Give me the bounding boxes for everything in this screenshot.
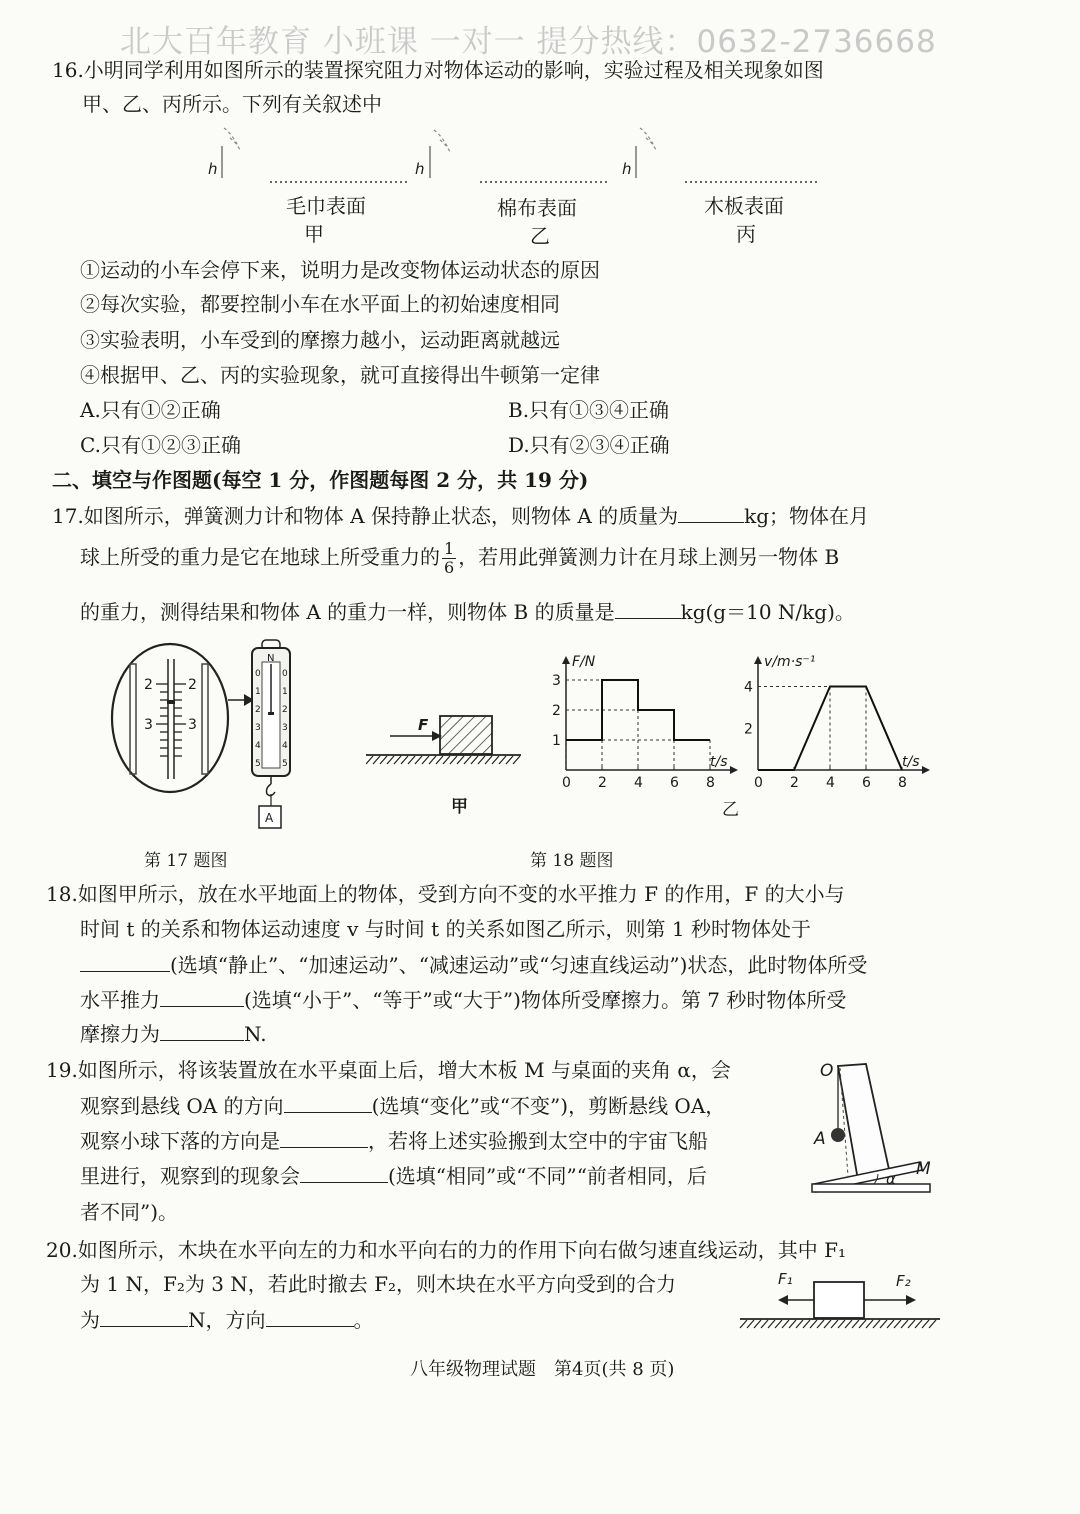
ball [831, 1128, 845, 1142]
chart-f-t [548, 652, 748, 792]
q16-figure [190, 118, 830, 248]
q17-figure [104, 634, 304, 838]
surface-cotton-label: 棉布表面 [497, 196, 577, 220]
answer-blank[interactable] [615, 600, 681, 619]
zoom-tick-label: 3 [144, 717, 153, 733]
q18-line3 [80, 951, 867, 979]
surface-towel-label: 毛巾表面 [286, 194, 366, 218]
ramp-jia [208, 128, 410, 182]
svg-text:4: 4 [255, 741, 261, 751]
q17-text: 球上所受的重力是它在地球上所受重力的 [80, 545, 440, 569]
q19-figure [808, 1058, 948, 1198]
point-o-label: O [820, 1061, 834, 1081]
q16-option-a[interactable]: A.只有①②正确 [80, 398, 221, 422]
svg-text:5: 5 [255, 759, 261, 769]
q19-line2 [80, 1092, 725, 1120]
svg-text:0: 0 [282, 669, 288, 679]
zoom-tick-label: 2 [144, 677, 153, 693]
height-label: h [622, 160, 632, 178]
q19-text: ，若将上述实验搬到太空中的宇宙飞船 [368, 1129, 708, 1153]
ground [740, 1320, 936, 1328]
x-tick-label: 4 [826, 775, 835, 791]
q20-text: 为 [80, 1308, 100, 1332]
q19-line1: 19.如图所示，将该装置放在水平桌面上后，增大木板 M 与桌面的夹角 α，会 [46, 1058, 731, 1082]
q18-fig-label-jia: 甲 [451, 797, 468, 817]
q16-stem-line1: 16.小明同学利用如图所示的装置探究阻力对物体运动的影响，实验过程及相关现象如图 [52, 58, 824, 82]
svg-text:3: 3 [282, 723, 288, 733]
board-m-label: M [916, 1159, 931, 1179]
y-axis-label: v/m·s⁻¹ [764, 654, 816, 670]
x-tick-label: 0 [562, 775, 571, 791]
y-axis-label: F/N [572, 654, 596, 670]
q16-statement-4: ④根据甲、乙、丙的实验现象，就可直接得出牛顿第一定律 [80, 363, 600, 387]
point-a-label: A [814, 1129, 826, 1149]
zoom-tick-label: 3 [188, 717, 197, 733]
q17-line3 [80, 598, 855, 626]
q17-line1 [52, 502, 869, 530]
ramp-bing [622, 128, 820, 182]
x-tick-label: 6 [862, 775, 871, 791]
q17-caption: 第 17 题图 [144, 851, 228, 871]
x-tick-label: 2 [598, 775, 607, 791]
fig-label-bing: 丙 [736, 222, 756, 246]
watermark: 北大百年教育 小班课 一对一 提分热线：0632-2736668 [120, 24, 937, 60]
answer-blank[interactable] [280, 1129, 368, 1148]
hook [267, 784, 276, 796]
y-axis-arrow [562, 656, 570, 664]
answer-blank[interactable] [678, 504, 744, 523]
height-label: h [208, 160, 218, 178]
answer-blank[interactable] [284, 1094, 372, 1113]
force-f1-label: F₁ [778, 1270, 793, 1288]
y-tick-label: 2 [552, 703, 561, 719]
q20-line1: 20.如图所示，木块在水平向左的力和水平向右的力的作用下向右做匀速直线运动，其中 F₁ [46, 1238, 847, 1262]
answer-blank[interactable] [300, 1164, 388, 1183]
q17-line2 [80, 540, 839, 577]
fraction: $\frac{1}{6}$ [444, 539, 455, 577]
q18-caption: 第 18 题图 [530, 851, 614, 871]
pointer [167, 700, 175, 704]
q16-statement-2: ②每次实验，都要控制小车在水平面上的初始速度相同 [80, 292, 560, 316]
q19-text: 观察小球下落的方向是 [80, 1129, 280, 1153]
q18-text: N. [244, 1022, 267, 1046]
stand [838, 1064, 890, 1180]
y-tick-label: 2 [744, 721, 753, 738]
q20-text: N，方向 [188, 1308, 266, 1332]
q19-text: (选填“相同”或“不同”“前者相同，后 [388, 1164, 707, 1188]
q18-text: (选填“小于”、“等于”或“大于”)物体所受摩擦力。第 7 秒时物体所受 [244, 988, 847, 1012]
x-axis-arrow [922, 766, 930, 774]
x-axis-label: t/s [902, 754, 920, 770]
q19-line5: 者不同”)。 [80, 1200, 179, 1224]
svg-text:0: 0 [255, 669, 261, 679]
q20-line3 [80, 1306, 374, 1334]
answer-blank[interactable] [266, 1308, 354, 1327]
y-axis-arrow [754, 656, 762, 664]
fig-label-jia: 甲 [304, 222, 324, 246]
q16-statement-1: ①运动的小车会停下来，说明力是改变物体运动状态的原因 [80, 258, 600, 282]
x-axis-label: t/s [710, 754, 728, 770]
q20-text: 。 [353, 1308, 374, 1332]
q17-text: ，若用此弹簧测力计在月球上测另一物体 B [458, 545, 840, 569]
svg-text:3: 3 [255, 723, 261, 733]
q18-fig-label-yi: 乙 [722, 800, 739, 820]
y-tick-label: 4 [744, 679, 753, 696]
q18-text: 摩擦力为 [80, 1022, 160, 1046]
answer-blank[interactable] [100, 1308, 188, 1327]
q18-line4 [80, 986, 846, 1014]
q16-option-c[interactable]: C.只有①②③正确 [80, 433, 241, 457]
q16-stem-line2: 甲、乙、丙所示。下列有关叙述中 [82, 92, 382, 116]
unit-label: N [267, 653, 275, 664]
q18-line2: 时间 t 的关系和物体运动速度 v 与时间 t 的关系如图乙所示，则第 1 秒时物体处于 [80, 917, 811, 941]
force-f2-label: F₂ [896, 1272, 911, 1290]
x-tick-label: 4 [634, 775, 643, 791]
q18-text: 水平推力 [80, 988, 160, 1012]
angle-label: α [886, 1170, 896, 1188]
x-tick-label: 8 [898, 775, 907, 791]
q18-text: (选填“静止”、“加速运动”、“减速运动”或“匀速直线运动”)状态，此时物体所受 [170, 953, 868, 977]
ramp-yi [415, 130, 610, 182]
answer-blank[interactable] [80, 953, 170, 972]
q19-text: 观察到悬线 OA 的方向 [80, 1094, 284, 1118]
zoom-tick-label: 2 [188, 677, 197, 693]
ground [366, 756, 520, 764]
page-footer: 八年级物理试题 第4页(共 8 页) [410, 1359, 675, 1380]
x-tick-label: 6 [670, 775, 679, 791]
q19-text: 里进行，观察到的现象会 [80, 1164, 300, 1188]
chart-v-t [740, 652, 940, 792]
q18-line1: 18.如图甲所示，放在水平地面上的物体，受到方向不变的水平推力 F 的作用，F 的大小与 [46, 882, 845, 906]
table [812, 1184, 930, 1192]
x-axis-arrow [730, 766, 738, 774]
x-tick-label: 2 [790, 775, 799, 791]
answer-blank[interactable] [160, 1022, 244, 1041]
fig-label-yi: 乙 [530, 224, 550, 248]
svg-text:1: 1 [255, 687, 261, 697]
height-label: h [415, 160, 425, 178]
q18-line5 [80, 1020, 267, 1048]
force-label: F [418, 716, 429, 734]
surface-wood-label: 木板表面 [704, 194, 784, 218]
q17-text: kg(g＝10 N/kg)。 [680, 600, 855, 624]
q20-figure [736, 1266, 946, 1338]
svg-text:2: 2 [282, 705, 288, 715]
y-tick-label: 1 [552, 733, 561, 749]
q19-line4 [80, 1162, 707, 1190]
q19-line3 [80, 1127, 708, 1155]
svg-text:2: 2 [255, 705, 261, 715]
x-tick-label: 0 [754, 775, 763, 791]
q20-line2: 为 1 N，F₂为 3 N，若此时撤去 F₂，则木块在水平方向受到的合力 [80, 1272, 677, 1296]
q17-text: 的重力，测得结果和物体 A 的重力一样，则物体 B 的质量是 [80, 600, 615, 624]
answer-blank[interactable] [160, 988, 244, 1007]
svg-text:1: 1 [282, 687, 288, 697]
q17-text: kg；物体在月 [744, 504, 870, 528]
x-tick-label: 8 [706, 775, 715, 791]
q16-option-d[interactable]: D.只有②③④正确 [508, 433, 670, 457]
q16-option-b[interactable]: B.只有①③④正确 [508, 398, 670, 422]
svg-text:A: A [265, 811, 274, 825]
wood-block [814, 1282, 864, 1318]
svg-text:5: 5 [282, 759, 288, 769]
q17-text: 17.如图所示，弹簧测力计和物体 A 保持静止状态，则物体 A 的质量为 [52, 504, 679, 528]
svg-text:4: 4 [282, 741, 288, 751]
pushed-block [440, 716, 492, 754]
section-2-heading: 二、填空与作图题(每空 1 分，作图题每图 2 分，共 19 分) [52, 468, 589, 492]
q16-statement-3: ③实验表明，小车受到的摩擦力越小，运动距离就越远 [80, 328, 560, 352]
y-tick-label: 3 [552, 673, 561, 689]
q19-text: (选填“变化”或“不变”)，剪断悬线 OA， [371, 1094, 726, 1118]
q18-figure-jia [366, 700, 526, 780]
